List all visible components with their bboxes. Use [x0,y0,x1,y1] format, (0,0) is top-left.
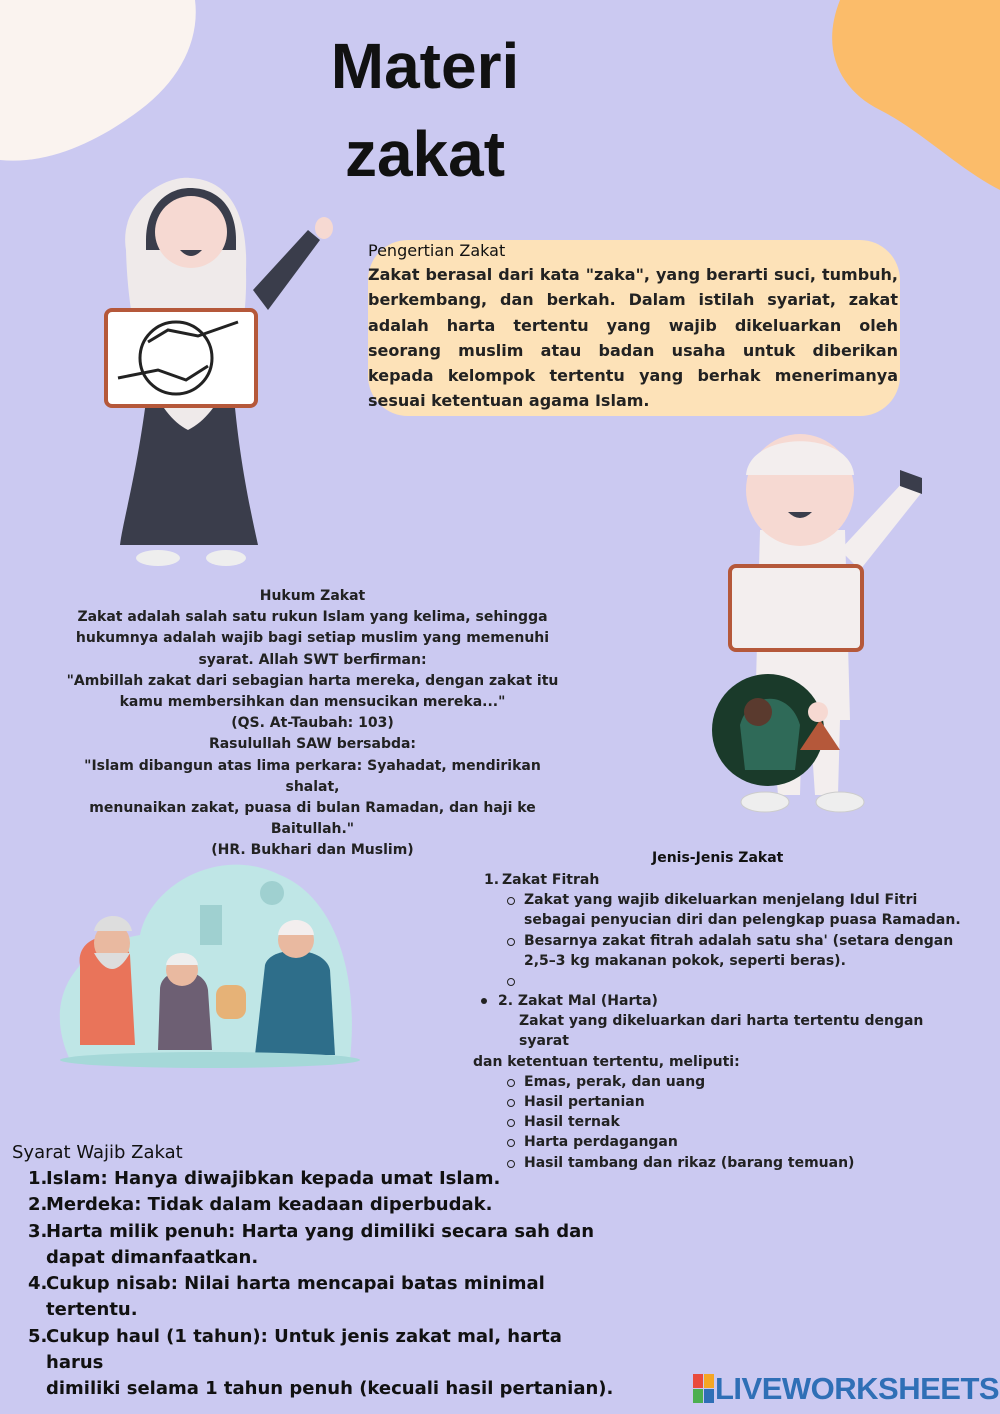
syarat-text: Islam: Hanya diwajibkan kepada umat Islam. [46,1168,501,1189]
list-number: 1. [484,872,500,888]
hukum-line: Hukum Zakat [259,588,366,604]
bullet-icon [507,1079,515,1087]
syarat-text: dapat dimanfaatkan. [46,1246,259,1268]
syarat-text: Cukup haul (1 tahun): Untuk jenis zakat mal, harta harus [46,1325,562,1374]
hukum-line: "Ambillah zakat dari sebagian harta mereka, dengan zakat itu [66,672,559,689]
list-number: 1. [28,1168,48,1189]
definition-title: Pengertian Zakat [368,241,506,260]
hukum-section [60,586,565,862]
mal-item: Emas, perak, dan uang [524,1073,706,1090]
syarat-text: Cukup nisab: Nilai harta mencapai batas minimal [46,1273,545,1295]
mal-item: Hasil tambang dan rikaz (barang temuan) [524,1154,855,1171]
fitrah-item: Zakat yang wajib dikeluarkan menjelang Idul Fitri sebagai penyucian diri dan pelengkap puasa Ramadan. [524,892,961,929]
syarat-item [28,1192,618,1218]
syarat-item [28,1219,618,1272]
zakat-mal-desc: dan ketentuan tertentu, meliputi: [473,1053,740,1070]
bullet-icon [507,1119,515,1127]
list-number: 4. [28,1273,48,1295]
syarat-item [28,1271,618,1324]
hukum-line: "Islam dibangun atas lima perkara: Syahadat, mendirikan shalat, [84,757,541,795]
hukum-line: Baitullah." [270,821,355,838]
corner-blob-top-left [0,0,200,165]
hukum-line: Rasulullah SAW bersabda: [208,736,417,753]
logo-badge-icon [693,1374,715,1404]
list-number: 3. [28,1220,48,1242]
bullet-icon [507,1139,515,1147]
hukum-line: menunaikan zakat, puasa di bulan Ramadan, dan haji ke [89,800,536,817]
mal-item: Hasil pertanian [524,1094,645,1111]
syarat-text: dimiliki selama 1 tahun penuh (kecuali hasil pertanian). [46,1378,614,1400]
mal-item: Harta perdagangan [524,1134,678,1151]
syarat-list [28,1166,618,1403]
bullet-icon [507,1099,515,1107]
bullet-icon [507,978,515,986]
bullet-icon [507,938,515,946]
syarat-text: Merdeka: Tidak dalam keadaan diperbudak. [46,1194,493,1216]
syarat-title: Syarat Wajib Zakat [12,1142,183,1163]
logo-text: LIVEWORKSHEETS [715,1371,1000,1406]
fitrah-item: Besarnya zakat fitrah adalah satu sha' (setara dengan 2,5–3 kg makanan pokok, seperti beras). [524,932,954,969]
hukum-line: Zakat adalah salah satu rukun Islam yang kelima, sehingga [77,609,548,626]
girl-holding-sign-illustration [98,170,333,570]
syarat-text: Harta milik penuh: Harta yang dimiliki secara sah dan [46,1220,595,1242]
bullet-icon [481,998,487,1004]
liveworksheets-logo[interactable] [693,1372,999,1406]
hukum-line: syarat. Allah SWT berfirman: [198,651,427,668]
jenis-title: Jenis-Jenis Zakat [652,850,784,866]
zakat-fitrah-label: Zakat Fitrah [502,872,600,888]
hukum-line: hukumnya adalah wajib bagi setiap muslim yang memenuhi [75,630,550,647]
list-number: 2. [28,1194,48,1216]
boy-holding-sign-illustration [700,420,935,815]
syarat-text: tertentu. [46,1299,138,1321]
syarat-item [28,1324,618,1403]
list-number: 5. [28,1325,48,1347]
zakat-mal-desc: Zakat yang dikeluarkan dari harta tertentu dengan syarat [519,1013,924,1050]
syarat-item [28,1166,618,1192]
people-giving-zakat-illustration [40,845,370,1075]
hukum-line: (HR. Bukhari dan Muslim) [211,842,414,859]
zakat-mal-label: 2. Zakat Mal (Harta) [498,993,658,1010]
corner-blob-top-right [760,0,1000,190]
page-title: Materi zakat [330,30,520,190]
definition-text: Zakat berasal dari kata "zaka", yang berarti suci, tumbuh, berkembang, dan berkah. Dalam istilah syariat, zakat adalah harta tertentu yang wajib dikeluarkan oleh seorang muslim atau badan usaha untuk diberikan kepada kelompok tertentu yang berhak menerimanya sesuai ketentuan agama Islam. [368,265,898,411]
mal-item: Hasil ternak [524,1114,620,1131]
hukum-line: (QS. At-Taubah: 103) [231,715,394,732]
bullet-icon [507,897,515,905]
jenis-list [470,870,970,1173]
hukum-line: kamu membersihkan dan mensucikan mereka..." [119,694,506,711]
